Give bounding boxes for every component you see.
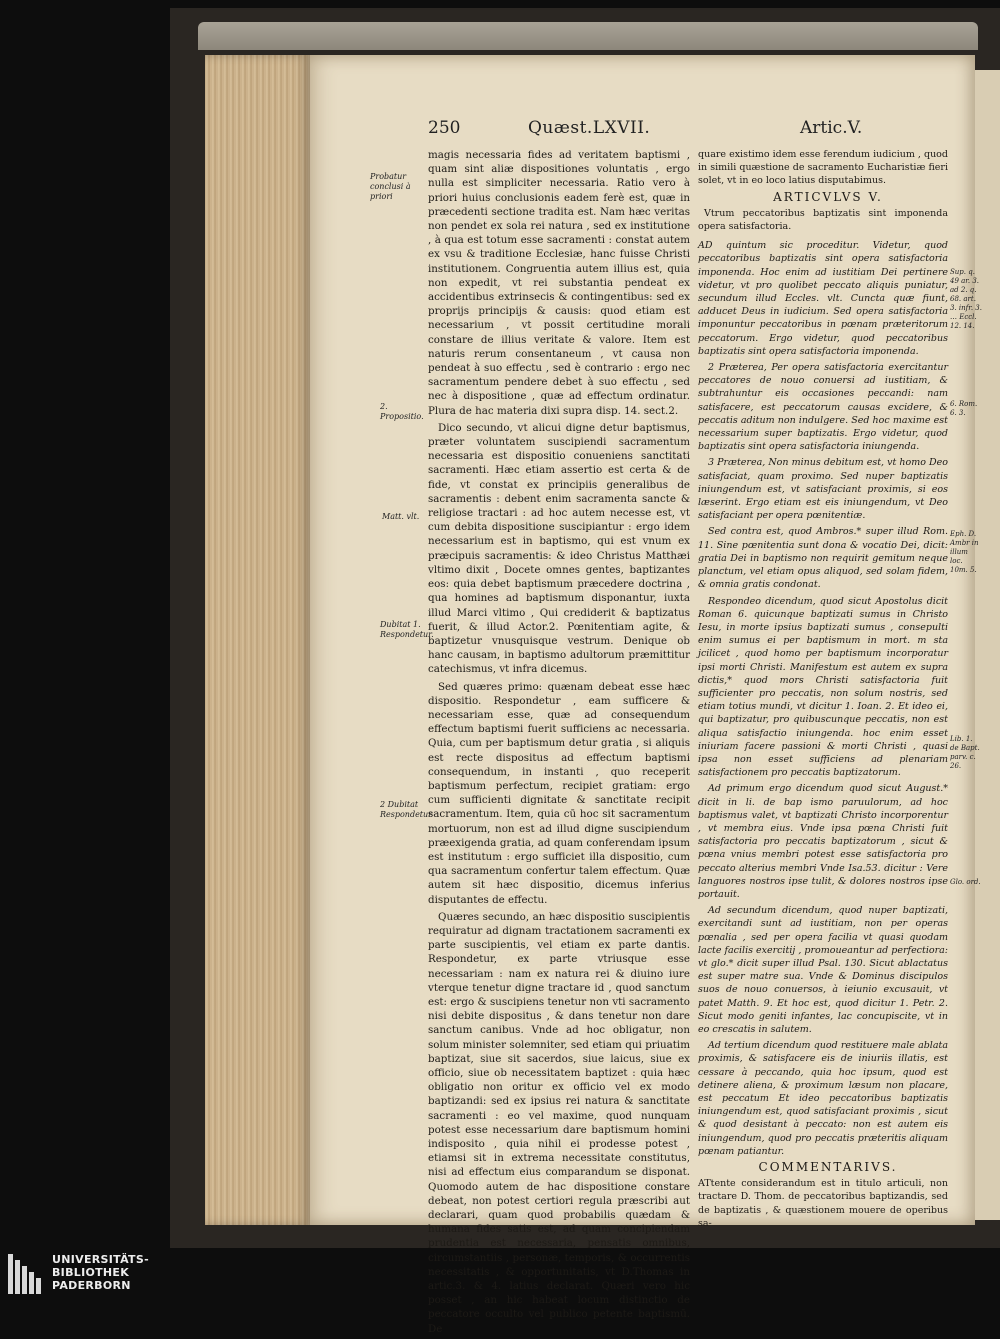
margin-note: 2. Propositio. <box>380 402 424 421</box>
margin-note: Eph. D. Ambr in illum loc. 10m. 5. <box>950 530 979 574</box>
commentary-text: ATtente considerandum est in titulo articuli, non tractare D. Thom. de peccatoribus baptizandis, sed de baptizatis , & quæstionem mouere de operibus sa- <box>698 1178 948 1229</box>
library-logo <box>8 1252 208 1298</box>
paragraph: Sed quæres primo: quænam debeat esse hæc dispositio. Respondetur , eam sufficere & necessariam esse, quæ ad consequendum effectum baptismi fuerit sufficiens ac necessaria. Quia, cum per baptismum detur gratia , si aliquis est recte dispositus ad effectum baptismi consequendum, in instanti , quo receperit baptismum perfectum, recipiet gratiam: ergo cum sufficienti dignitate & sanctitate recipit sacramentum. Item, quia cū hoc sit sacramentum mortuorum, non est ad illud digne suscipiendum præexigenda gratia, ad quam conferendam ipsum est institutum : ergo sufficiet illa dispositio, cum qua sacramentum confertur talem effectum. Quæ autem sit hæc dispositio, dicemus inferius disputantes de effectu. <box>428 680 690 906</box>
margin-note: Dubitat 1. Respondetur. <box>380 620 434 639</box>
page-number: 250 <box>428 118 461 138</box>
margin-note: 6. Rom. 6. 3. <box>950 400 978 417</box>
right-column <box>698 148 948 1233</box>
margin-note: Sup. q. 49 ar. 3. ad 2. q. 68. art. 3. infr. 3. … Eccl. 12. 14. <box>950 268 982 330</box>
quaestio-heading: Quæst.LXVII. <box>528 118 651 138</box>
respondeo: Respondeo dicendum, quod sicut Apostolus dicit Roman 6. quicunque baptizati sumus in Christo Iesu, in morte ipsius baptizati sumus , consepulti enim sumus ei per baptismum in mort. m sta jcilicet , quod homo per baptismum incorporatur ipsi morti Christi. Manifestum est autem ex supra dictis,* quod mors Christi satisfactoria fuit sufficienter pro peccatis, non solum nostris, sed etiam totius mundi, vt dicitur 1. Ioan. 2. Et ideo ei, qui baptizatur, pro quibuscunque peccatis, non est aliqua satisfactio iniungenda. hoc enim esset iniuriam facere passioni & morti Christi , quasi ipsa non esset sufficiens ad plenariam satisfactionem pro peccatis baptizatorum. <box>698 595 948 779</box>
intro-paragraph: quare existimo idem esse ferendum iudicium , quod in simili quæstione de sacramento Eucharistiæ fieri solet, vt in eo loco latius disputabimus. <box>698 149 948 187</box>
objection-3: 3 Præterea, Non minus debitum est, vt homo Deo satisfaciat, quam proximo. Sed nuper baptizatis iniungendum est, vt satisfaciant proximis, si eos læserint. Ergo etiam est eis iniungendum, vt Deo satisfaciant per opera pœnitentiæ. <box>698 457 948 522</box>
margin-note: 2 Dubitat Respondetur <box>380 800 432 819</box>
paragraph: magis necessaria fides ad veritatem baptismi , quam sint aliæ dispositiones voluntatis , ergo nulla est simpliciter necessaria. Ratio vero à priori huius conclusionis eadem ferè est, quæ in præcedenti sectione tradita est. Nam hæc veritas non pendet ex sola rei natura , sed ex institutione , à qua est totum esse sacramenti : constat autem ex vsu & traditione Ecclesiæ, hanc fuisse Christi institutionem. Congruentia autem illius est, quia non expedit, vt rei substantia pendeat ex accidentibus extrinsecis & contingentibus: sed ex proprijs principijs & causis: quod etiam est necessarium , vt possit certitudine morali constare de illius veritate & valore. Item est naturis rerum consentaneum , vt causa non pendeat à suo effectu , sed è contrario : ergo nec sacramentum pendere debet à suo effectu , sed nec à dispositione , quæ ad effectum ordinatur. Plura de hac materia dixi supra disp. 14. sect.2. <box>428 149 690 417</box>
paragraph: Quæres secundo, an hæc dispositio suscipientis requiratur ad dignam tractationem sacramenti ex parte suscipientis, vel etiam ex parte dantis. Respondetur, ex parte vtriusque esse necessariam : nam ex natura rei & diuino iure vterque tenetur digne tractare id , quod sanctum est: ergo & suscipiens tenetur non vti sacramento nisi debite dispositus , & dans tenetur non dare sanctum canibus. Vnde ad hoc obligatur, non solum minister solemniter, sed etiam qui priuatim baptizat, siue sit sacerdos, siue laicus, siue ex officio, siue ob necessitatem baptizet : quia hæc obligatio non oritur ex officio vel ex modo baptizandi: sed ex ipsius rei natura & sanctitate sacramenti : eo vel maxime, quod nunquam potest esse necessarium dare baptismum homini indisposito , quia nihil ei prodesse potest , etiamsi sit in extrema necessitate constitutus, nisi ad effectum eius comparandum se disponat. Quomodo autem de hac dispositione constare debeat, non potest certiori regula præscribi aut declarari, quam quod probabilis quædam & humana fides satis est, ad quam concipiendam prudentia est necessaria, pensatis omnibus, circumstantiis , personæ, temporis, & occurrentis necessitatis , & opportunitatis, vt D.Thomas in artic.3. & 4. latius declarat. Quæri vero hic posset , an hic habeat locum distinctio de peccatore occulto vel publico petente baptismū. De <box>428 910 690 1335</box>
article-question: Vtrum peccatoribus baptizatis sint imponenda opera satisfactoria. <box>698 207 948 233</box>
logo-line: BIBLIOTHEK <box>52 1266 130 1279</box>
reply-3: Ad tertium dicendum quod restituere male ablata proximis, & satisfacere eis de iniuriis illatis, est cessare à peccando, quia hoc ipsum, quod est detinere aliena, & proximum læsum non placare, est peccatum Et ideo peccatoribus baptizatis iniungendum est, quod satisfaciant proximis , sicut & quod desistant à peccato: non est autem eis iniungendum, quod pro peccatis præteritis aliquam pœnam patiantur. <box>698 1040 948 1157</box>
objection-2: 2 Præterea, Per opera satisfactoria exercitantur peccatores de nouo conuersi ad iustitiam, & subtrahuntur eis occasiones peccandi: nam satisfacere, est peccatorum causas excidere, & peccatis aditum non indulgere. Sed hoc maxime est necessarium super baptizatis. Ergo videtur, quod baptizatis sint opera satisfactoria iniungenda. <box>698 362 948 453</box>
reply-1: Ad primum ergo dicendum quod sicut August.* dicit in li. de bap ismo paruulorum, ad hoc baptismus valet, vt baptizati Christo incorporentur , vt membra eius. Vnde ipsa pœna Christi fuit satisfactoria pro peccatis baptizatorum , sicut & pœna vnius membri potest esse satisfactoria pro peccato alterius membri Vnde Isa.53. dicitur : Vere languores nostros ipse tulit, & dolores nostros ipse portauit. <box>698 783 948 900</box>
margin-note: Glo. ord. <box>950 878 981 886</box>
page-block-edge <box>205 55 310 1225</box>
commentary-heading: COMMENTARIVS. <box>758 1160 898 1175</box>
margin-note: Matt. vlt. <box>382 512 420 521</box>
objection-1: AD quintum sic proceditur. Videtur, quod peccatoribus baptizatis sint opera satisfactoria imponenda. Hoc enim ad iustitiam Dei pertinere videtur, vt pro quolibet peccato aliquis puniatur, secundum illud Eccles. vlt. Cuncta quæ fiunt, adducet Deus in iudicium. Sed opera satisfactoria imponuntur peccatoribus in pœnam præteritorum peccatorum. Ergo videtur, quod peccatoribus baptizatis sint opera satisfactoria imponenda. <box>698 240 948 357</box>
logo-line: UNIVERSITÄTS- <box>52 1253 149 1266</box>
sed-contra: Sed contra est, quod Ambros.* super illud Rom. 11. Sine pœnitentia sunt dona & vocatio Dei, dicit: gratia Dei in baptismo non requirit gemitum neque planctum, vel etiam opus aliquod, sed solam fidem, & omnia gratis condonat. <box>698 526 948 591</box>
margin-note: Probatur conclusi à priori <box>370 172 411 201</box>
paragraph: Dico secundo, vt alicui digne detur baptismus, præter voluntatem suscipiendi sacramentum necessaria est dispositio conueniens sanctitati sacramenti. Hæc etiam assertio est certa & de fide, vt constat ex principiis generalibus de sacramentis : debent enim sacramenta sancte & religiose tractari : ad hoc autem necesse est, vt cum debita dispositione suscipiantur : ergo idem necessarium est in baptismo, qui est vnum ex præcipuis sacramentis: & ideo Christus Matthæi vltimo dixit , Docete omnes gentes, baptizantes eos: quia debet baptismum præcedere doctrina , qua homines ad baptismum disponantur, iuxta illud Marci vltimo , Qui crediderit & baptizatus fuerit, & illud Actor.2. Pœnitentiam agite, & baptizetur vnusquisque vestrum. Denique ob hanc causam, in baptismo adultorum præmittitur catechismus, vt infra dicemus. <box>428 421 690 676</box>
facing-page-fragment <box>975 70 1000 1220</box>
logo-bars-icon <box>8 1254 44 1294</box>
logo-text <box>52 1253 149 1292</box>
left-column <box>428 148 690 1339</box>
reply-2: Ad secundum dicendum, quod nuper baptizati, exercitandi sunt ad iustitiam, non per operas pœnalia , sed per opera facilia vt quasi quodam lacte facilis exercitij , promoueantur ad perfectiora: vt glo.* dicit super illud Psal. 130. Sicut ablactatus est super matre sua. Vnde & Dominus discipulos suos de nouo conuersos, à ieiunio excusauit, vt patet Matth. 9. Et hoc est, quod dicitur 1. Petr. 2. Sicut modo geniti infantes, lac concupiscite, vt in eo crescatis in salutem. <box>698 905 948 1035</box>
article-heading: ARTICVLVS V. <box>773 189 883 204</box>
logo-line: PADERBORN <box>52 1279 131 1292</box>
book-top-edge <box>198 22 978 50</box>
articulus-heading: Artic.V. <box>800 118 863 138</box>
margin-note: Lib. 1. de Bapt. parv. c. 26. <box>950 735 980 770</box>
